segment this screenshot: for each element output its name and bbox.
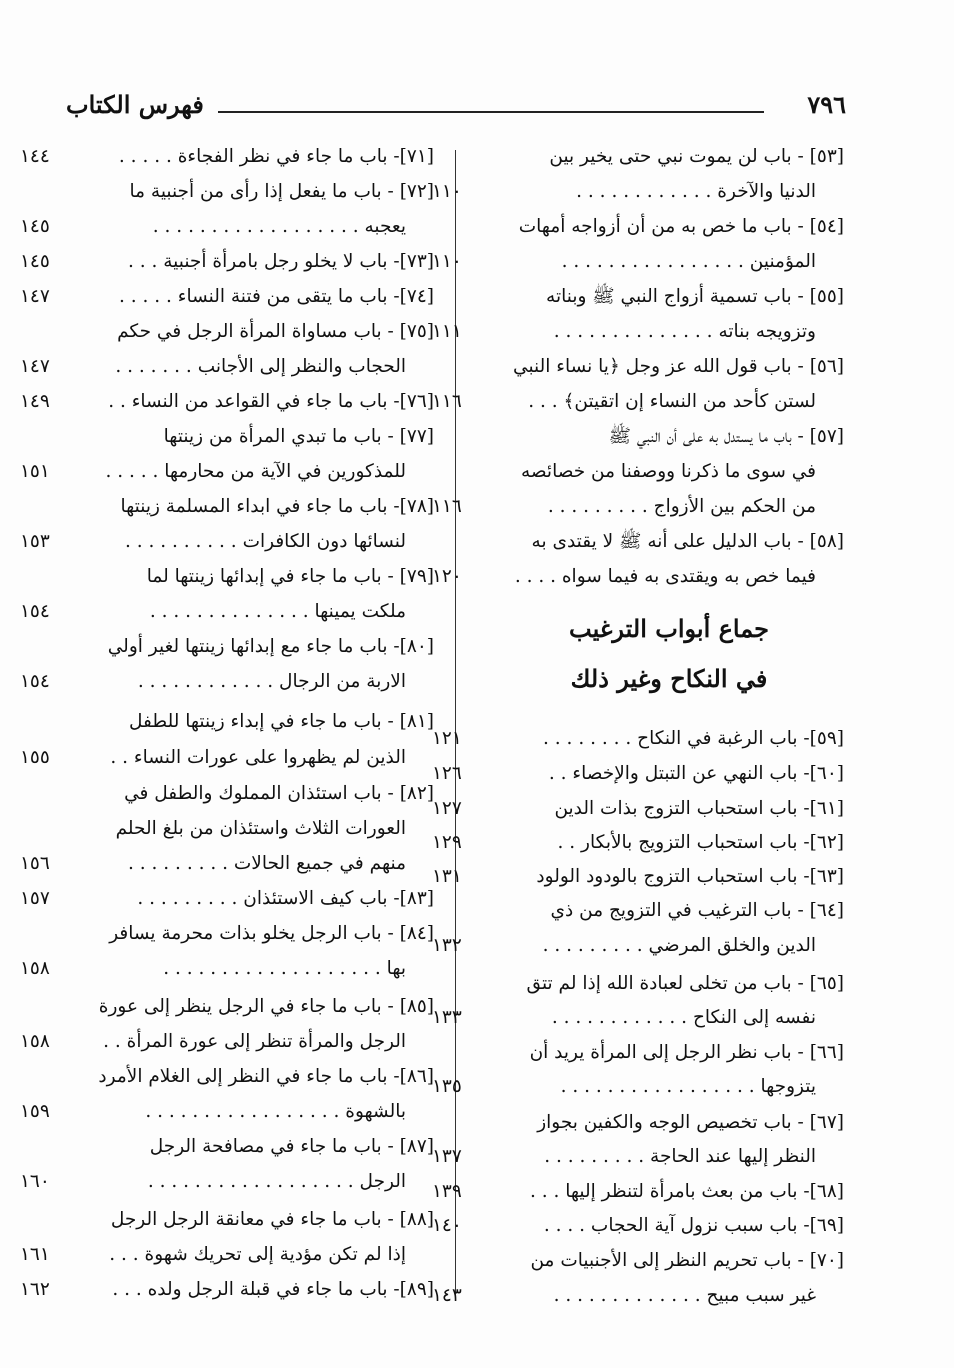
entry-page-number: ١٥١ (20, 461, 50, 482)
entry-title: بالشهوة . . . . . . . . . . . . . . . . . (145, 1101, 406, 1122)
entry-title: [٨٥] - باب ما جاء في الرجل ينظر إلى عورة (98, 996, 434, 1017)
entry-page-number: ١١٠ (432, 181, 462, 202)
entry-page-number: ١٦٢ (20, 1279, 50, 1300)
index-entry (432, 929, 844, 963)
index-entry (496, 350, 844, 384)
entry-title: النظر إليها عند الحاجة . . . . . . . . . (544, 1146, 816, 1167)
index-entry (84, 630, 434, 664)
entry-title: [٦٦] - باب نظر الرجل إلى المرأة يريد أن (529, 1042, 844, 1063)
entry-page-number: ١١٠ (432, 251, 462, 272)
entry-title: لستن كأحد من النساء إن اتقيتن﴾ . . . (528, 391, 816, 412)
index-entry (84, 490, 434, 524)
entry-title: الذين لم يظهروا على عورات النساء . . (110, 747, 406, 768)
index-entry (20, 245, 434, 279)
entry-title: [٥٤] - باب ما خص به من أن أزواجه أمهات (518, 216, 844, 237)
index-entry (432, 245, 844, 279)
entry-page-number: ١٥٨ (20, 958, 50, 979)
index-entry (496, 1106, 844, 1140)
entry-title: في سوى ما ذكرنا ووصفنا من خصائصه (520, 461, 816, 482)
entry-page-number: ١٥٩ (20, 1101, 50, 1122)
index-entry (20, 1238, 434, 1272)
entry-page-number: ١٤٥ (20, 216, 50, 237)
entry-page-number: ١٣١ (432, 866, 462, 887)
entry-title: [٦٩]- باب سبب نزول آية الحجاب . . . . (543, 1215, 844, 1236)
entry-page-number: ١٢٧ (432, 798, 462, 819)
entry-title: [٦١]- باب استحباب التزوج بذات الدين (554, 798, 844, 819)
entry-page-number: ١٣٢ (432, 935, 462, 956)
index-entry (84, 560, 434, 594)
index-entry (20, 280, 434, 314)
index-entry (20, 525, 434, 559)
entry-title: إذا لم تكن مؤدية إلى تحريك شهوة . . . (109, 1244, 406, 1265)
entry-title: [٨٤] - باب الرجل يخلو بذات محرمة يسافر (109, 923, 434, 944)
entry-title: غير سبب مبيح . . . . . . . . . . . . . (553, 1285, 816, 1306)
header-rule (218, 111, 764, 113)
index-entry (496, 455, 844, 489)
entry-page-number: ١٥٨ (20, 1031, 50, 1052)
entry-title: [٨٩]- باب ما جاء في قبلة الرجل ولده . . . (112, 1279, 434, 1300)
entry-title: وتزويجه بناته . . . . . . . . . . . . . . (553, 321, 816, 342)
index-entry (496, 1244, 844, 1278)
entry-title: الرجل . . . . . . . . . . . . . . . . . . (147, 1171, 406, 1192)
entry-title: العورات الثلاث واستئذان من بلغ الحلم (115, 818, 406, 839)
entry-title: [٦٧] - باب تخصيص الوجه والكفين بجواز (537, 1112, 844, 1133)
index-entry (20, 1025, 434, 1059)
page-header (66, 90, 846, 124)
entry-page-number: ١٥٥ (20, 747, 50, 768)
index-entry (432, 560, 844, 594)
index-entry (432, 826, 844, 860)
index-entry (432, 792, 844, 826)
entry-page-number: ١٣٥ (432, 1076, 462, 1097)
index-entry (20, 1165, 434, 1199)
index-entry (84, 812, 434, 846)
section-heading-line1: جماع أبواب الترغيب (569, 614, 769, 643)
entry-title: ملكت يمينها . . . . . . . . . . . . . . (149, 601, 406, 622)
entry-title: [٧٧] - باب ما تبدي المرأة من زينتها (163, 426, 434, 447)
entry-page-number: ١٣٩ (432, 1181, 462, 1202)
index-entry (84, 705, 434, 739)
entry-page-number: ١٥٤ (20, 671, 50, 692)
entry-page-number: ١٥٦ (20, 853, 50, 874)
index-entry (20, 350, 434, 384)
entry-title: [٥٨] - باب الدليل على أنه ﷺ لا يقتدى به (531, 531, 844, 552)
entry-page-number: ١٢٦ (432, 763, 462, 784)
entry-title: [٦٤] - باب الترغيب في التزويج من ذي (550, 900, 844, 921)
entry-page-number: ١١٦ (432, 391, 462, 412)
page-title: فهرس الكتاب (66, 90, 204, 119)
entry-title: للمذكورين في الآية من محارمها . . . . . (105, 461, 406, 482)
entry-title: [٧١]- باب ما جاء في نظر الفجاءة . . . . . (118, 146, 434, 167)
index-entry (84, 917, 434, 951)
entry-page-number: ١٤٣ (432, 1285, 462, 1306)
entry-title: [٦٥] - باب من تخلى لعبادة الله إذا لم تتق (526, 973, 844, 994)
entry-page-number: ١٤٧ (20, 286, 50, 307)
index-entry (20, 1095, 434, 1129)
index-entry (20, 140, 434, 174)
entry-page-number: ١٣٧ (432, 1146, 462, 1167)
entry-page-number: ١١٦ (432, 496, 462, 517)
entry-title: الدين والخلق المرضي . . . . . . . . . (542, 935, 816, 956)
index-entry (84, 175, 434, 209)
index-entry (432, 757, 844, 791)
entry-title: الاربة من الرجال . . . . . . . . . . . . (137, 671, 406, 692)
entry-title: [٧٦]- باب ما جاء في القواعد من النساء . . (108, 391, 434, 412)
entry-title: بها . . . . . . . . . . . . . . . . . . . (163, 958, 406, 979)
index-entry (20, 595, 434, 629)
entry-title: [٥٩]- باب الرغبة في النكاح . . . . . . . . (543, 728, 844, 749)
section-heading-line2: في النكاح وغير ذلك (570, 664, 768, 693)
entry-title: [٥٧] - باب ما يستدل به على أن النبي ﷺ (608, 426, 844, 447)
index-entry (496, 140, 844, 174)
entry-title: يعجبه . . . . . . . . . . . . . . . . . . (152, 216, 406, 237)
index-entry (496, 280, 844, 314)
entry-title: [٨١] - باب ما جاء في إبداء زينتها للطفل (129, 711, 434, 732)
entry-title: [٦٢]- باب استحباب التزويج بالأبكار . . (557, 832, 844, 853)
index-entry (20, 882, 434, 916)
index-entry (432, 1175, 844, 1209)
entry-title: [٥٥] - باب تسمية أزواج النبي ﷺ وبناته (546, 286, 844, 307)
entry-title: [٨٦]- باب ما جاء في النظر إلى الغلام الأمرد (98, 1066, 434, 1087)
entry-title: لنسائها دون الكافرات . . . . . . . . . . (124, 531, 406, 552)
index-entry (84, 777, 434, 811)
index-entry (432, 385, 844, 419)
entry-title: [٧٤]- باب ما يتقى من فتنة النساء . . . . . (118, 286, 434, 307)
index-entry (496, 1036, 844, 1070)
entry-page-number: ١٢١ (432, 728, 462, 749)
entry-title: الحجاب والنظر إلى الأجانب . . . . . . . (115, 356, 406, 377)
index-entry (496, 894, 844, 928)
index-entry (20, 952, 434, 986)
entry-page-number: ١٥٧ (20, 888, 50, 909)
index-entry (20, 741, 434, 775)
entry-title: [٧٥] - باب مساواة المرأة الرجل في حكم (117, 321, 434, 342)
page-number: ٧٩٦ (807, 90, 846, 119)
index-entry (496, 420, 844, 454)
index-entry (432, 490, 844, 524)
entry-title: [٥٦] - باب قول الله عز وجل ﴿يا نساء النبي (513, 356, 844, 377)
entry-title: الدنيا والآخرة . . . . . . . . . . . . (576, 181, 816, 202)
entry-page-number: ١٢٠ (432, 566, 462, 587)
index-entry (84, 990, 434, 1024)
entry-title: الرجل والمرأة تنظر إلى عورة المرأة . . (103, 1031, 406, 1052)
entry-page-number: ١٤٩ (20, 391, 50, 412)
index-entry (432, 722, 844, 756)
entry-title: يتزوجها . . . . . . . . . . . . . . . . . (560, 1076, 816, 1097)
entry-page-number: ١٥٤ (20, 601, 50, 622)
index-entry (432, 860, 844, 894)
index-entry (20, 847, 434, 881)
entry-title: [٧٢] - باب ما يفعل إذا رأى من أجنبية ما (129, 181, 434, 202)
entry-title: من الحكم بين الأزواج . . . . . . . . . (547, 496, 816, 517)
entry-title: منهم في جميع الحالات . . . . . . . . . (128, 853, 406, 874)
entry-title: [٦٣]- باب استحباب التزوج بالودود الولود (536, 866, 844, 887)
entry-title: المؤمنين . . . . . . . . . . . . . . . . (561, 251, 816, 272)
index-entry (84, 420, 434, 454)
entry-page-number: ١٤٤ (20, 146, 50, 167)
entry-page-number: ١٤٧ (20, 356, 50, 377)
index-entry (432, 1209, 844, 1243)
entry-page-number: ١٦١ (20, 1244, 50, 1265)
index-entry (432, 315, 844, 349)
entry-title: [٧٣]- باب لا يخلو رجل بامرأة أجنبية . . . (127, 251, 434, 272)
index-entry (496, 967, 844, 1001)
entry-title: فيما خص به ويقتدى به فيما سواه . . . . (514, 566, 816, 587)
index-entry (496, 210, 844, 244)
entry-page-number: ١١١ (432, 321, 462, 342)
index-entry (84, 315, 434, 349)
entry-page-number: ١٥٣ (20, 531, 50, 552)
index-entry (20, 1273, 434, 1307)
index-entry (496, 525, 844, 559)
entry-title: نفسه إلى النكاح . . . . . . . . . . . . (551, 1007, 816, 1028)
entry-title: [٨٠]- باب ما جاء مع إبدائها زينتها لغير أولي (107, 636, 434, 657)
entry-page-number: ١٢٩ (432, 832, 462, 853)
entry-title: [٨٢] - باب استئذان المملوك والطفل في (124, 783, 434, 804)
entry-title: [٨٧] - باب ما جاء في مصافحة الرجل (149, 1136, 434, 1157)
index-entry (432, 1140, 844, 1174)
entry-title: [٧٠] - باب تحريم النظر إلى الأجنبيات من (530, 1250, 844, 1271)
index-entry (432, 175, 844, 209)
entry-title: [٨٨] - باب ما جاء في معانقة الرجل الرجل (110, 1209, 434, 1230)
entry-title: [٨٣]- باب كيف الاستئذان . . . . . . . . . (137, 888, 434, 909)
index-entry (20, 665, 434, 699)
index-entry (84, 1130, 434, 1164)
entry-page-number: ١٦٠ (20, 1171, 50, 1192)
entry-title: [٦٠]- باب النهي عن التبتل والإخصاء . . (548, 763, 844, 784)
index-entry (20, 455, 434, 489)
index-entry (20, 210, 434, 244)
entry-page-number: ١٤٥ (20, 251, 50, 272)
entry-title: [٧٩] - باب ما جاء في إبدائها زينتها لما (146, 566, 434, 587)
entry-title: [٥٣] - باب لن يموت نبي حتى يخير بين (549, 146, 844, 167)
entry-page-number: ١٣٣ (432, 1007, 462, 1028)
index-entry (432, 1070, 844, 1104)
index-entry (84, 1203, 434, 1237)
index-entry (432, 1001, 844, 1035)
entry-title: [٧٨]- باب ما جاء في ابداء المسلمة زينتها (120, 496, 434, 517)
index-entry (432, 1279, 844, 1313)
entry-page-number: ١٤٠ (432, 1215, 462, 1236)
index-entry (84, 1060, 434, 1094)
entry-title: [٦٨]- باب من بعث بامرأة لتنظر إليها . . . (529, 1181, 844, 1202)
index-entry (20, 385, 434, 419)
